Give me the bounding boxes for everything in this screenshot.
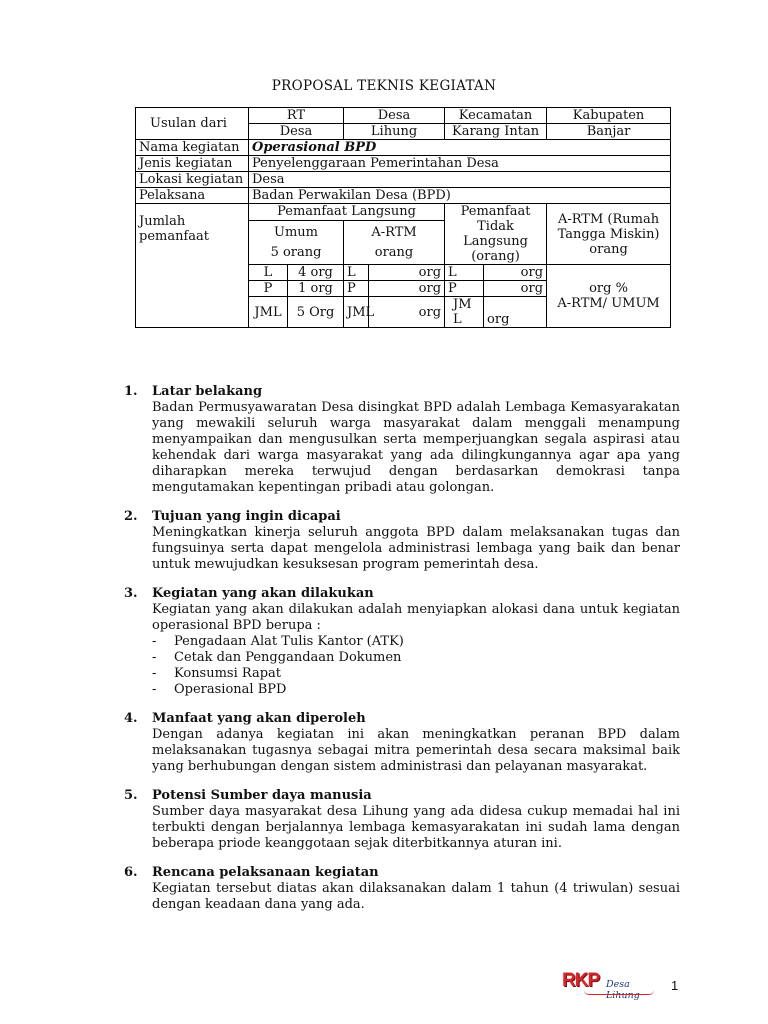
ratio-cell [547,265,671,328]
jenis-label: Jenis kegiatan [136,156,249,172]
section-body: Dengan adanya kegiatan ini akan meningkatkan peranan BPD dalam melaksanakan tugasnya sebagai mitra pemerintah desa secara maksimal baik yang berhubungan dengan sistem administrasi dan pelayanan masyarakat. [152,727,680,774]
artm-rumah-cell [547,204,671,265]
row-p-artm-val: org [369,281,445,297]
pemanfaat-tidak-langsung: Pemanfaat Tidak Langsung (orang) [445,204,547,265]
artm-label: A-RTM [371,225,417,241]
row-jml-label: JML [249,297,288,328]
section-potensi [124,788,680,852]
row-p-tl-label: P [445,281,484,297]
table-row [136,204,671,221]
section-heading: Potensi Sumber daya manusia [152,788,372,803]
section-tujuan [124,509,680,573]
ratio-line1: org % [589,281,628,296]
umum-cell [249,221,344,265]
section-body: Badan Permusyawaratan Desa disingkat BPD adalah Lembaga Kemasyarakatan yang mewakili seluruh warga masyarakat dalam menggali menampung menyampaikan dan mengusulkan serta memperjuangkan segala aspirasi atau kehendak dari warga masyarakat yang ada dilingkungannya agar apa yang diharapkan mereka terwujud dengan berdasarkan demokrasi tanpa mengutamakan kepentingan pribadi atau golongan. [152,400,680,495]
section-body: Sumber daya masyarakat desa Lihung yang ada didesa cukup memadai hal ini terbukti dengan berjalannya lembaga kemasyarakatan ini sudah lama dengan beberapa priode keanggotaan sejak diterbitkannya aturan ini. [152,804,680,851]
list-item-text: Operasional BPD [174,682,287,697]
list-item-text: Cetak dan Penggandaan Dokumen [174,650,402,665]
value-kabupaten: Banjar [547,124,671,140]
section-number: 3. [124,586,138,601]
row-l-umum: 4 org [288,265,344,281]
section-number: 1. [124,384,138,399]
section-heading: Kegiatan yang akan dilakukan [152,586,374,601]
row-p-artm-label: P [344,281,369,297]
row-jml-tl-val: org [484,297,547,328]
row-l-label: L [249,265,288,281]
lokasi-value: Desa [249,172,671,188]
logo-script: Desa Lihung [606,979,640,1001]
header-desa: Desa [344,108,445,124]
nama-value: Operasional BPD [249,140,671,156]
umum-label: Umum [274,225,318,241]
section-body: Kegiatan yang akan dilakukan adalah menyiapkan alokasi dana untuk kegiatan operasional BPD berupa : [152,602,680,633]
pelaksana-label: Pelaksana [136,188,249,204]
section-number: 4. [124,711,138,726]
sections-list [124,384,680,926]
value-rt: Desa [249,124,344,140]
proposal-info-table [135,107,671,328]
row-p-tl-val: org [484,281,547,297]
row-l-artm-val: org [369,265,445,281]
nama-label: Nama kegiatan [136,140,249,156]
header-kabupaten: Kabupaten [547,108,671,124]
section-heading: Tujuan yang ingin dicapai [152,509,341,524]
section-latar-belakang [124,384,680,496]
section-body: Kegiatan tersebut diatas akan dilaksanakan dalam 1 tahun (4 triwulan) sesuai dengan keadaan dana yang ada. [152,881,680,912]
table-row [136,140,671,156]
table-row [136,156,671,172]
row-p-umum: 1 org [288,281,344,297]
row-jml-tl-label: JM L [445,297,484,328]
umum-count: 5 orang [270,245,322,261]
logo-swoosh-icon [584,990,654,995]
section-body: Meningkatkan kinerja seluruh anggota BPD dalam melaksanakan tugas dan fungsuinya serta dapat mengelola administrasi lembaga yang baik dan benar untuk mewujudkan kesuksesan program pemerintah desa. [152,525,680,572]
row-jml-umum: 5 Org [288,297,344,328]
value-desa: Lihung [344,124,445,140]
row-l-tl-val: org [484,265,547,281]
row-jml-artm-label: JML [344,297,369,328]
page-number: 1 [671,978,679,993]
header-rt: RT [249,108,344,124]
section-kegiatan [124,586,680,698]
header-kecamatan: Kecamatan [445,108,547,124]
list-item: - Cetak dan Penggandaan Dokumen [152,650,402,665]
document-title: PROPOSAL TEKNIS KEGIATAN [271,78,497,94]
section-heading: Latar belakang [152,384,263,399]
jumlah-label: Jumlah pemanfaat [136,204,249,328]
jenis-value: Penyelenggaraan Pemerintahan Desa [249,156,671,172]
artm-rumah-label: A-RTM (Rumah Tangga Miskin) [557,211,660,242]
list-item: - Pengadaan Alat Tulis Kantor (ATK) [152,634,404,649]
row-jml-artm-val: org [369,297,445,328]
usulan-label: Usulan dari [136,108,249,140]
row-l-tl-label: L [445,265,484,281]
section-heading: Rencana pelaksanaan kegiatan [152,865,379,880]
table-row [136,172,671,188]
ratio-line2: A-RTM/ UMUM [557,296,660,311]
logo-text: RKP [562,970,600,991]
value-kecamatan: Karang Intan [445,124,547,140]
section-manfaat [124,711,680,775]
artm-rumah-count: orang [589,241,628,257]
kegiatan-bullet-list [152,634,680,698]
row-p-label: P [249,281,288,297]
list-item: - Operasional BPD [152,682,287,697]
section-number: 5. [124,788,138,803]
section-number: 6. [124,865,138,880]
row-l-artm-label: L [344,265,369,281]
section-heading: Manfaat yang akan diperoleh [152,711,366,726]
list-item: - Konsumsi Rapat [152,666,282,681]
lokasi-label: Lokasi kegiatan [136,172,249,188]
pelaksana-value: Badan Perwakilan Desa (BPD) [249,188,671,204]
artm-count: orang [374,245,414,261]
section-rencana [124,865,680,913]
section-number: 2. [124,509,138,524]
table-row [136,108,671,124]
pemanfaat-langsung: Pemanfaat Langsung [249,204,445,221]
rkp-logo [562,970,662,1001]
table-row [136,188,671,204]
list-item-text: Konsumsi Rapat [174,666,282,681]
list-item-text: Pengadaan Alat Tulis Kantor (ATK) [174,634,404,649]
artm-cell [344,221,445,265]
